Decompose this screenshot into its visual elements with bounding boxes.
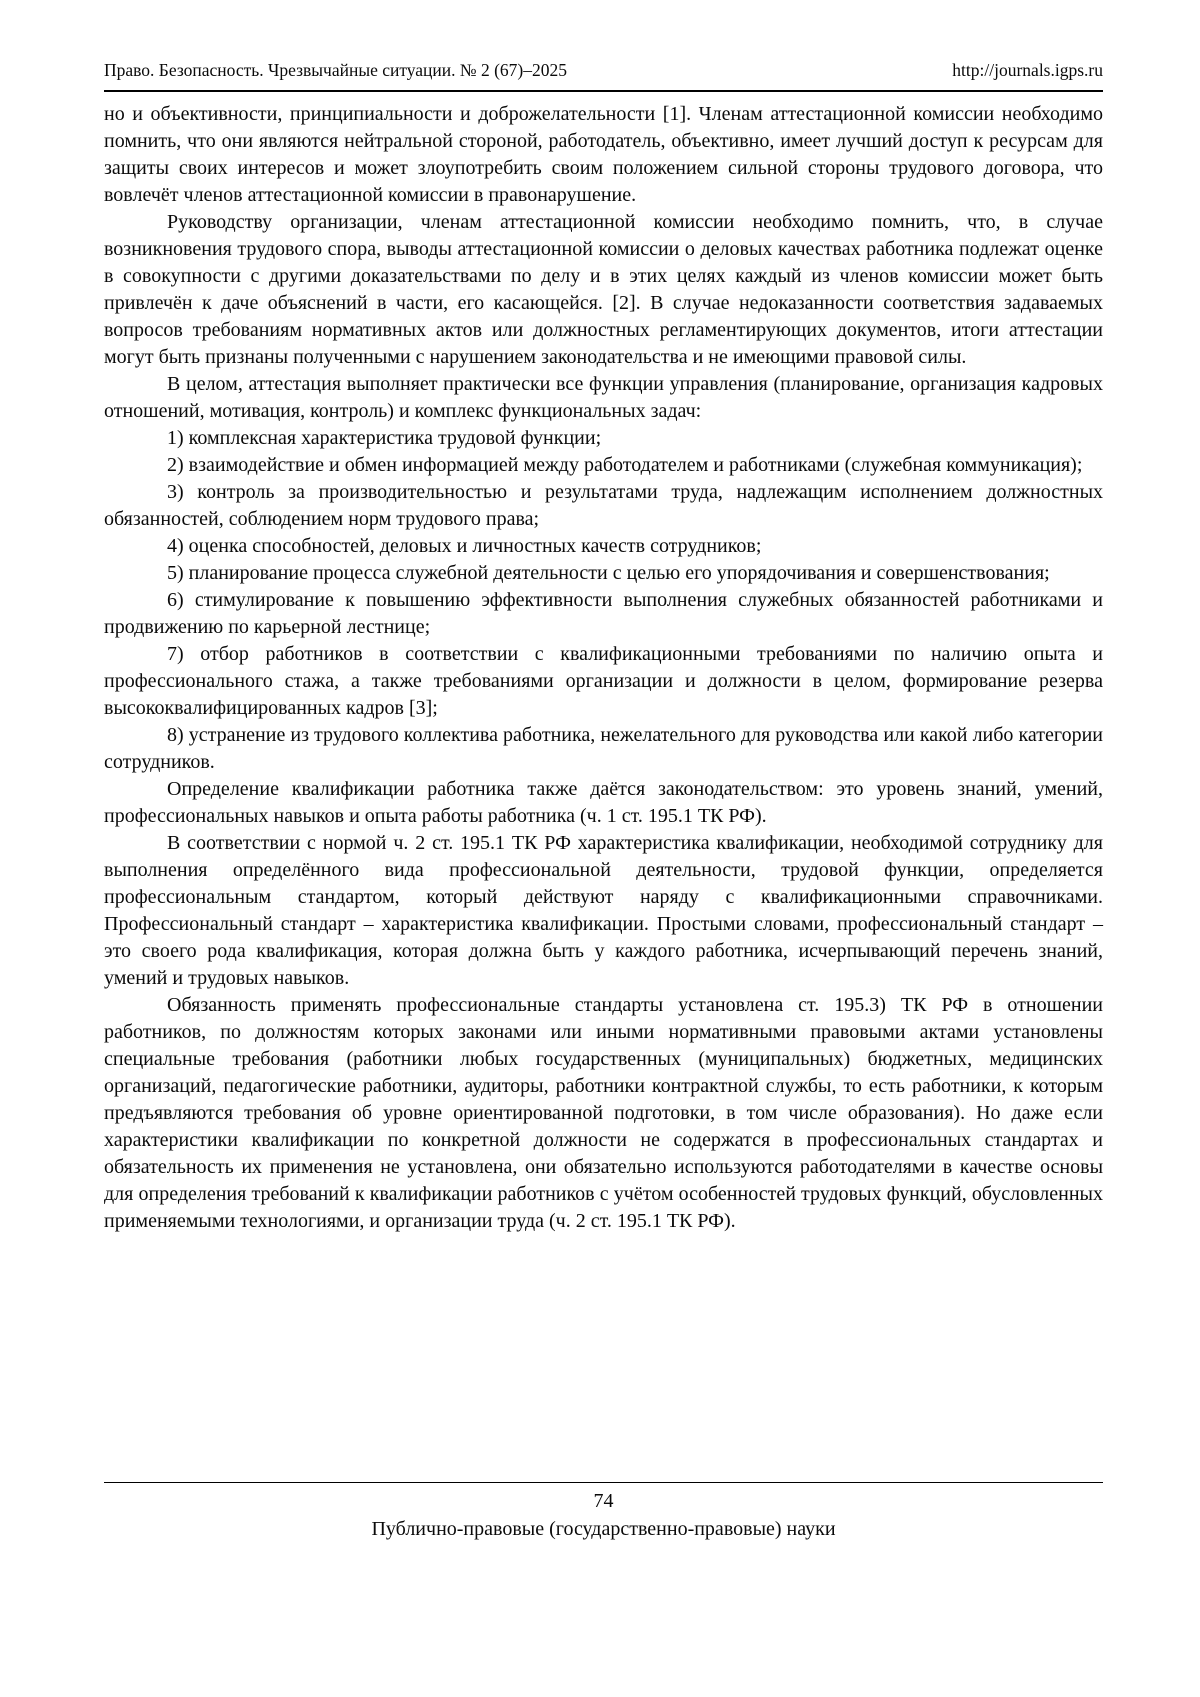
list-item-3: 3) контроль за производительностью и результатами труда, надлежащим исполнением должностных обязанностей, соблюдением норм трудового права; xyxy=(104,481,1103,530)
paragraph-continuation: но и объективности, принципиальности и доброжелательности [1]. Членам аттестационной комиссии необходимо помнить, что они являются нейтральной стороной, работодатель, объективно, имеет лучший доступ к ресурсам для защиты своих интересов и может злоупотребить своим положением сильной стороны трудового договора, что вовлечёт членов аттестационной комиссии в правонарушение. xyxy=(104,103,1103,206)
list-item-5: 5) планирование процесса служебной деятельности с целью его упорядочивания и совершенствования; xyxy=(167,562,1050,584)
section-name: Публично-правовые (государственно-правовые) науки xyxy=(371,1518,836,1540)
page-header xyxy=(104,60,1103,92)
list-item-1: 1) комплексная характеристика трудовой функции; xyxy=(167,427,602,449)
list-item-6: 6) стимулирование к повышению эффективности выполнения служебных обязанностей работниками и продвижению по карьерной лестнице; xyxy=(104,589,1103,638)
list-item-4: 4) оценка способностей, деловых и личностных качеств сотрудников; xyxy=(167,535,762,557)
paragraph: Руководству организации, членам аттестационной комиссии необходимо помнить, что, в случае возникновения трудового спора, выводы аттестационной комиссии о деловых качествах работника подлежат оценке в совокупности с другими доказательствами по делу и в этих целях каждый из членов комиссии может быть привлечён к даче объяснений в части, его касающейся. [2]. В случае недоказанности соответствия задаваемых вопросов требованиям нормативных актов или должностных регламентирующих документов, итоги аттестации могут быть признаны полученными с нарушением законодательства и не имеющими правовой силы. xyxy=(104,211,1103,368)
list-item-2: 2) взаимодействие и обмен информацией между работодателем и работниками (служебная коммуникация); xyxy=(167,454,1083,476)
journal-url: http://journals.igps.ru xyxy=(952,60,1103,80)
paragraph: Определение квалификации работника также даётся законодательством: это уровень знаний, умений, профессиональных навыков и опыта работы работника (ч. 1 ст. 195.1 ТК РФ). xyxy=(104,778,1103,827)
page-footer xyxy=(104,1482,1103,1542)
journal-title: Право. Безопасность. Чрезвычайные ситуации. № 2 (67)–2025 xyxy=(104,60,568,80)
list-item-8: 8) устранение из трудового коллектива работника, нежелательного для руководства или какой либо категории сотрудников. xyxy=(104,724,1103,773)
article-body xyxy=(104,101,1103,1235)
paragraph: Обязанность применять профессиональные стандарты установлена ст. 195.3) ТК РФ в отношении работников, по должностям которых законами или иными нормативными правовыми актами установлены специальные требования (работники любых государственных (муниципальных) бюджетных, медицинских организаций, педагогические работники, аудиторы, работники контрактной службы, то есть работники, к которым предъявляются требования об уровне ориентированной подготовки, в том числе образования). Но даже если характеристики квалификации по конкретной должности не содержатся в профессиональных стандартах и обязательность их применения не установлена, они обязательно используются работодателями в качестве основы для определения требований к квалификации работников с учётом особенностей трудовых функций, обусловленных применяемыми технологиями, и организации труда (ч. 2 ст. 195.1 ТК РФ). xyxy=(104,994,1103,1232)
paragraph: В соответствии с нормой ч. 2 ст. 195.1 ТК РФ характеристика квалификации, необходимой сотруднику для выполнения определённого вида профессиональной деятельности, трудовой функции, определяется профессиональным стандартом, который действуют наряду с квалификационными справочниками. Профессиональный стандарт – характеристика квалификации. Простыми словами, профессиональный стандарт – это своего рода квалификация, которая должна быть у каждого работника, исчерпывающий перечень знаний, умений и трудовых навыков. xyxy=(104,832,1103,989)
paragraph: В целом, аттестация выполняет практически все функции управления (планирование, организация кадровых отношений, мотивация, контроль) и комплекс функциональных задач: xyxy=(104,373,1103,422)
page-number: 74 xyxy=(593,1490,614,1512)
list-item-7: 7) отбор работников в соответствии с квалификационными требованиями по наличию опыта и профессионального стажа, а также требованиями организации и должности в целом, формирование резерва высококвалифицированных кадров [3]; xyxy=(104,643,1103,719)
